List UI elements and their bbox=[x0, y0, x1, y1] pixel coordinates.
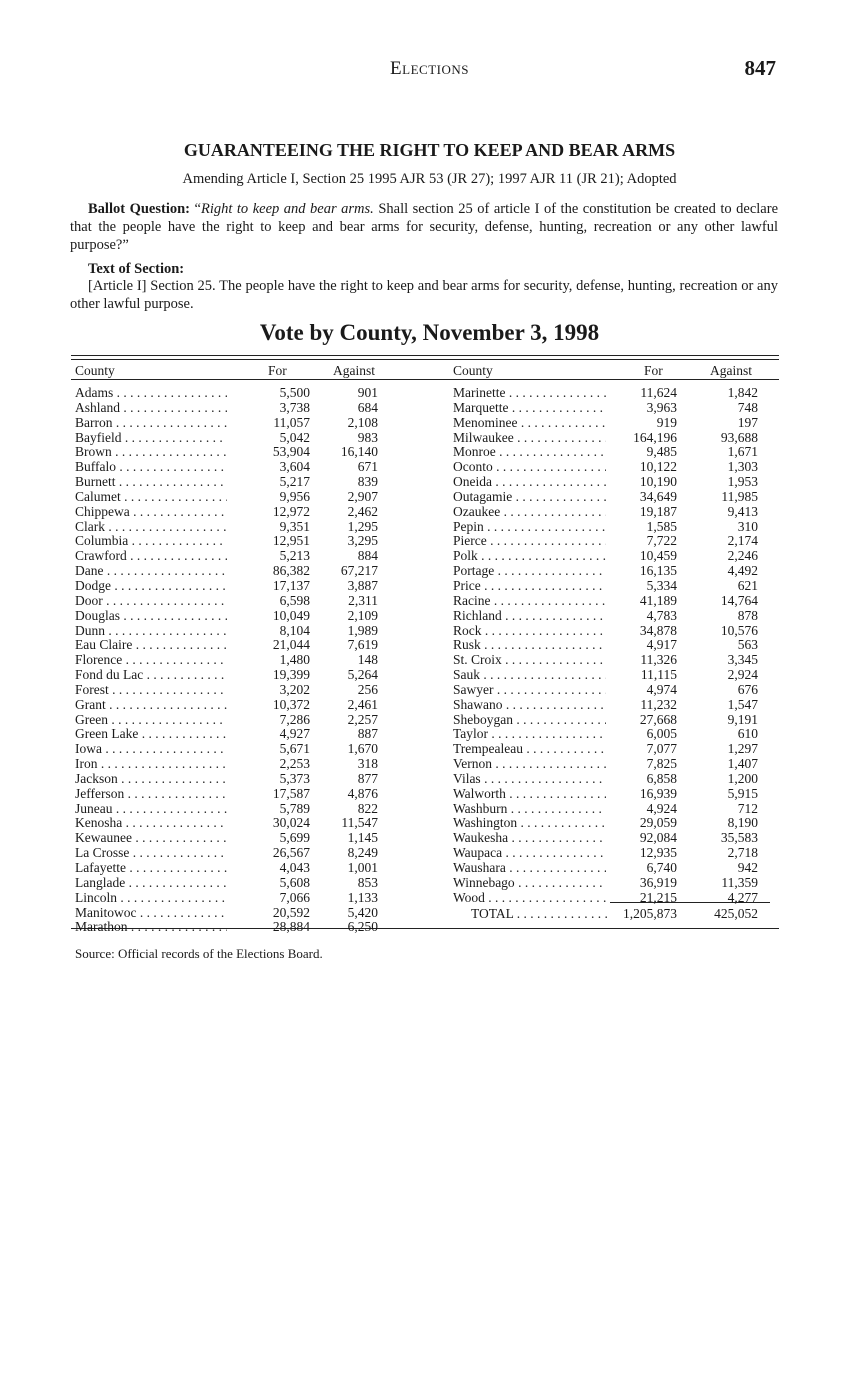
against-value: 822 bbox=[357, 800, 378, 816]
for-value: 4,974 bbox=[646, 681, 677, 697]
for-value: 16,939 bbox=[639, 785, 677, 801]
against-value: 3,345 bbox=[727, 652, 758, 668]
county-name: Lafayette . . . bbox=[75, 861, 227, 876]
county-name: Manitowoc . . . bbox=[75, 906, 227, 921]
county-name: Outagamie . . . bbox=[453, 490, 606, 505]
for-value: 9,485 bbox=[646, 444, 677, 460]
against-value: 7,619 bbox=[347, 637, 378, 653]
for-value: 10,122 bbox=[639, 459, 677, 475]
against-value: 8,249 bbox=[347, 845, 378, 861]
against-value: 2,924 bbox=[727, 667, 758, 683]
against-value: 11,547 bbox=[341, 815, 378, 831]
against-value: 621 bbox=[737, 577, 758, 593]
county-name: St. Croix . . . bbox=[453, 653, 606, 668]
against-value: 6,250 bbox=[347, 919, 378, 935]
against-value: 942 bbox=[737, 860, 758, 875]
county-name: Bayfield . . . bbox=[75, 431, 227, 446]
against-value: 2,109 bbox=[347, 607, 378, 623]
against-value: 1,989 bbox=[347, 622, 378, 638]
for-value: 17,137 bbox=[272, 577, 310, 593]
county-name: Winnebago . . . bbox=[453, 876, 606, 891]
header-for-right: For bbox=[644, 363, 663, 378]
against-value: 1,200 bbox=[727, 770, 758, 786]
ballot-question-text: Shall section 25 of article I of the constitution be created to declare that the people have the right to keep and bear arms for security, defense, hunting, recreation or any other lawful purpose?” bbox=[70, 201, 779, 253]
against-value: 310 bbox=[737, 518, 758, 534]
for-value: 1,585 bbox=[646, 518, 677, 534]
for-value: 26,567 bbox=[272, 845, 310, 861]
county-name: Richland . . . bbox=[453, 609, 606, 624]
for-value: 10,372 bbox=[272, 696, 310, 712]
against-value: 5,264 bbox=[347, 667, 378, 683]
header-county-right: County bbox=[453, 363, 493, 378]
county-name: Green Lake . . . bbox=[75, 727, 227, 742]
for-value: 3,963 bbox=[646, 399, 677, 415]
for-value: 5,500 bbox=[279, 385, 310, 400]
county-name: Ozaukee . . . bbox=[453, 505, 606, 520]
county-name: Burnett . . . bbox=[75, 475, 227, 490]
table-top-rule bbox=[71, 355, 779, 356]
for-value: 10,049 bbox=[272, 607, 310, 623]
against-value: 901 bbox=[357, 385, 378, 400]
county-name: Crawford . . . bbox=[75, 549, 227, 564]
county-name: Jefferson . . . bbox=[75, 787, 227, 802]
for-value: 20,592 bbox=[272, 904, 310, 920]
page-number: 847 bbox=[744, 56, 776, 80]
for-value: 29,059 bbox=[639, 815, 677, 831]
county-name: Dodge . . . bbox=[75, 579, 227, 594]
for-value: 4,927 bbox=[279, 726, 310, 742]
table-top-rule-double bbox=[71, 359, 779, 360]
against-value: 983 bbox=[357, 429, 378, 445]
for-value: 27,668 bbox=[639, 711, 677, 727]
for-value: 28,884 bbox=[272, 919, 310, 935]
county-name: Polk . . . bbox=[453, 549, 606, 564]
ballot-question bbox=[70, 200, 778, 254]
against-value: 148 bbox=[357, 652, 378, 668]
against-value: 2,718 bbox=[727, 845, 758, 861]
for-value: 7,286 bbox=[279, 711, 310, 727]
for-value: 5,699 bbox=[279, 830, 310, 846]
source-note: Source: Official records of the Elections Board. bbox=[75, 946, 323, 961]
for-value: 7,825 bbox=[646, 756, 677, 772]
county-name: Wood . . . bbox=[453, 891, 606, 906]
for-value: 3,604 bbox=[279, 459, 310, 475]
county-name: Ashland . . . bbox=[75, 401, 227, 416]
county-name: Marathon . . . bbox=[75, 920, 227, 935]
for-value: 21,215 bbox=[639, 889, 677, 905]
header-against-left: Against bbox=[333, 363, 375, 378]
for-value: 11,326 bbox=[640, 652, 677, 668]
for-value: 10,459 bbox=[639, 548, 677, 564]
against-value: 11,359 bbox=[721, 874, 758, 890]
county-name: Forest . . . bbox=[75, 683, 227, 698]
county-name: Trempealeau . . . bbox=[453, 742, 606, 757]
county-name: Dane . . . bbox=[75, 564, 227, 579]
against-value: 1,145 bbox=[347, 830, 378, 846]
against-value: 1,842 bbox=[727, 385, 758, 400]
county-name: Price . . . bbox=[453, 579, 606, 594]
against-value: 9,191 bbox=[727, 711, 758, 727]
for-value: 3,738 bbox=[279, 399, 310, 415]
for-value: 53,904 bbox=[272, 444, 310, 460]
county-name: Washburn . . . bbox=[453, 802, 606, 817]
county-name: Portage . . . bbox=[453, 564, 606, 579]
against-value: 1,407 bbox=[727, 756, 758, 772]
against-value: 1,670 bbox=[347, 741, 378, 757]
county-name: Marquette . . . bbox=[453, 401, 606, 416]
county-name: Florence . . . bbox=[75, 653, 227, 668]
for-value: 5,789 bbox=[279, 800, 310, 816]
county-name: Pierce . . . bbox=[453, 534, 606, 549]
county-name: Menominee . . . bbox=[453, 416, 606, 431]
for-value: 36,919 bbox=[639, 874, 677, 890]
for-value: 7,066 bbox=[279, 889, 310, 905]
for-value: 164,196 bbox=[633, 429, 677, 445]
against-value: 16,140 bbox=[340, 444, 378, 460]
for-value: 919 bbox=[656, 414, 677, 430]
against-value: 93,688 bbox=[720, 429, 758, 445]
against-value: 256 bbox=[357, 681, 378, 697]
ballot-quote-open: “ bbox=[194, 201, 201, 217]
for-value: 34,649 bbox=[639, 488, 677, 504]
county-name: Waukesha . . . bbox=[453, 831, 606, 846]
against-value: 884 bbox=[357, 548, 378, 564]
for-value: 9,351 bbox=[279, 518, 310, 534]
county-name: Eau Claire . . . bbox=[75, 638, 227, 653]
county-name: Brown . . . bbox=[75, 445, 227, 460]
against-value: 197 bbox=[737, 414, 758, 430]
against-value: 887 bbox=[357, 726, 378, 742]
for-value: 10,190 bbox=[639, 474, 677, 490]
header-for-left: For bbox=[268, 363, 287, 378]
for-value: 11,115 bbox=[640, 667, 677, 683]
county-name: Racine . . . bbox=[453, 594, 606, 609]
against-value: 11,985 bbox=[721, 488, 758, 504]
for-value: 11,057 bbox=[273, 414, 310, 430]
county-name: Columbia . . . bbox=[75, 534, 227, 549]
for-value: 17,587 bbox=[272, 785, 310, 801]
county-name: Oconto . . . bbox=[453, 460, 606, 475]
against-value: 2,174 bbox=[727, 533, 758, 549]
against-value: 2,311 bbox=[348, 592, 378, 608]
against-value: 2,257 bbox=[347, 711, 378, 727]
for-value: 3,202 bbox=[279, 681, 310, 697]
for-value: 5,373 bbox=[279, 770, 310, 786]
county-name: Monroe . . . bbox=[453, 445, 606, 460]
text-of-section-body: [Article I] Section 25. The people have the right to keep and bear arms for security, defense, hunting, recreation or any other lawful purpose. bbox=[70, 278, 778, 312]
county-name: Douglas . . . bbox=[75, 609, 227, 624]
against-value: 676 bbox=[737, 681, 758, 697]
county-name: Iowa . . . bbox=[75, 742, 227, 757]
county-name: Dunn . . . bbox=[75, 624, 227, 639]
against-value: 1,547 bbox=[727, 696, 758, 712]
for-value: 6,740 bbox=[646, 860, 677, 875]
for-value: 30,024 bbox=[272, 815, 310, 831]
text-of-section-label: Text of Section: bbox=[88, 261, 185, 277]
for-value: 19,187 bbox=[639, 503, 677, 519]
county-name: Langlade . . . bbox=[75, 876, 227, 891]
against-value: 684 bbox=[357, 399, 378, 415]
county-name: Green . . . bbox=[75, 713, 227, 728]
county-name: Kenosha . . . bbox=[75, 816, 227, 831]
against-value: 3,887 bbox=[347, 577, 378, 593]
against-value: 1,671 bbox=[727, 444, 758, 460]
for-value: 4,043 bbox=[279, 860, 310, 875]
for-value: 7,722 bbox=[646, 533, 677, 549]
county-name: Lincoln . . . bbox=[75, 891, 227, 906]
for-value: 6,005 bbox=[646, 726, 677, 742]
for-value: 1,480 bbox=[279, 652, 310, 668]
for-value: 5,213 bbox=[279, 548, 310, 564]
county-name: Vilas . . . bbox=[453, 772, 606, 787]
county-name: La Crosse . . . bbox=[75, 846, 227, 861]
county-name: Adams . . . bbox=[75, 386, 227, 401]
against-value: 610 bbox=[737, 726, 758, 742]
against-value: 671 bbox=[357, 459, 378, 475]
against-value: 2,461 bbox=[347, 696, 378, 712]
against-value: 5,915 bbox=[727, 785, 758, 801]
for-value: 16,135 bbox=[639, 563, 677, 579]
for-value: 5,042 bbox=[279, 429, 310, 445]
for-value: 6,598 bbox=[279, 592, 310, 608]
against-value: 1,303 bbox=[727, 459, 758, 475]
section-title: GUARANTEEING THE RIGHT TO KEEP AND BEAR ARMS bbox=[183, 140, 676, 160]
for-value: 12,972 bbox=[272, 503, 310, 519]
running-head: Elections bbox=[390, 58, 469, 79]
against-value: 35,583 bbox=[720, 830, 758, 846]
against-value: 1,297 bbox=[727, 741, 758, 757]
against-value: 1,001 bbox=[347, 860, 378, 875]
county-name: Door . . . bbox=[75, 594, 227, 609]
against-value: 4,277 bbox=[727, 889, 758, 905]
for-value: 5,671 bbox=[279, 741, 310, 757]
ballot-question-label: Ballot Question: bbox=[88, 201, 190, 217]
against-value: 877 bbox=[357, 770, 378, 786]
for-value: 86,382 bbox=[272, 563, 310, 579]
against-value: 563 bbox=[737, 637, 758, 653]
county-name: Milwaukee . . . bbox=[453, 431, 606, 446]
county-name: Kewaunee . . . bbox=[75, 831, 227, 846]
for-value: 5,334 bbox=[646, 577, 677, 593]
for-value: 19,399 bbox=[272, 667, 310, 683]
table-header-rule bbox=[71, 379, 779, 380]
county-name: Iron . . . bbox=[75, 757, 227, 772]
against-value: 1,133 bbox=[347, 889, 378, 905]
county-name: Sawyer . . . bbox=[453, 683, 606, 698]
header-county-left: County bbox=[75, 363, 115, 378]
against-value: 3,295 bbox=[347, 533, 378, 549]
for-value: 6,858 bbox=[646, 770, 677, 786]
against-value: 1,295 bbox=[347, 518, 378, 534]
for-value: 11,232 bbox=[640, 696, 677, 712]
county-name: Oneida . . . bbox=[453, 475, 606, 490]
subtitle: Amending Article I, Section 25 1995 AJR 53 (JR 27); 1997 AJR 11 (JR 21); Adopted bbox=[182, 171, 677, 187]
for-value: 12,935 bbox=[639, 845, 677, 861]
for-value: 5,608 bbox=[279, 874, 310, 890]
county-name: Washington . . . bbox=[453, 816, 606, 831]
ballot-question-italic: Right to keep and bear arms. bbox=[200, 201, 374, 217]
against-value: 2,246 bbox=[727, 548, 758, 564]
county-name: Juneau . . . bbox=[75, 802, 227, 817]
county-name: Vernon . . . bbox=[453, 757, 606, 772]
for-value: 4,924 bbox=[646, 800, 677, 816]
total-label: TOTAL . . . bbox=[471, 906, 609, 921]
county-name: Barron . . . bbox=[75, 416, 227, 431]
for-value: 11,624 bbox=[640, 385, 677, 400]
against-value: 4,492 bbox=[727, 563, 758, 579]
against-value: 2,907 bbox=[347, 488, 378, 504]
county-name: Marinette . . . bbox=[453, 386, 606, 401]
for-value: 92,084 bbox=[639, 830, 677, 846]
against-value: 2,108 bbox=[347, 414, 378, 430]
against-value: 853 bbox=[357, 874, 378, 890]
against-value: 9,413 bbox=[727, 503, 758, 519]
county-name: Waushara . . . bbox=[453, 861, 606, 876]
against-value: 8,190 bbox=[727, 815, 758, 831]
county-name: Sauk . . . bbox=[453, 668, 606, 683]
header-against-right: Against bbox=[710, 363, 752, 378]
for-value: 34,878 bbox=[639, 622, 677, 638]
total-against: 425,052 bbox=[714, 906, 758, 921]
for-value: 21,044 bbox=[272, 637, 310, 653]
county-name: Clark . . . bbox=[75, 520, 227, 535]
against-value: 10,576 bbox=[720, 622, 758, 638]
for-value: 4,917 bbox=[646, 637, 677, 653]
against-value: 14,764 bbox=[720, 592, 758, 608]
for-value: 7,077 bbox=[646, 741, 677, 757]
county-name: Chippewa . . . bbox=[75, 505, 227, 520]
for-value: 5,217 bbox=[279, 474, 310, 490]
county-name: Calumet . . . bbox=[75, 490, 227, 505]
for-value: 9,956 bbox=[279, 488, 310, 504]
for-value: 8,104 bbox=[279, 622, 310, 638]
for-value: 2,253 bbox=[279, 756, 310, 772]
county-name: Sheboygan . . . bbox=[453, 713, 606, 728]
county-name: Pepin . . . bbox=[453, 520, 606, 535]
against-value: 67,217 bbox=[340, 563, 378, 579]
total-for: 1,205,873 bbox=[623, 906, 677, 921]
for-value: 12,951 bbox=[272, 533, 310, 549]
against-value: 4,876 bbox=[347, 785, 378, 801]
county-name: Grant . . . bbox=[75, 698, 227, 713]
county-name: Waupaca . . . bbox=[453, 846, 606, 861]
county-name: Taylor . . . bbox=[453, 727, 606, 742]
county-name: Rusk . . . bbox=[453, 638, 606, 653]
county-name: Jackson . . . bbox=[75, 772, 227, 787]
table-title: Vote by County, November 3, 1998 bbox=[259, 320, 600, 345]
against-value: 2,462 bbox=[347, 503, 378, 519]
against-value: 5,420 bbox=[347, 904, 378, 920]
county-name: Walworth . . . bbox=[453, 787, 606, 802]
total-rule bbox=[610, 902, 770, 903]
against-value: 712 bbox=[737, 800, 758, 816]
against-value: 878 bbox=[737, 607, 758, 623]
county-name: Buffalo . . . bbox=[75, 460, 227, 475]
for-value: 41,189 bbox=[639, 592, 677, 608]
against-value: 748 bbox=[737, 399, 758, 415]
county-name: Rock . . . bbox=[453, 624, 606, 639]
county-name: Fond du Lac . . . bbox=[75, 668, 227, 683]
total-row bbox=[453, 906, 771, 921]
against-value: 1,953 bbox=[727, 474, 758, 490]
against-value: 318 bbox=[357, 756, 378, 772]
for-value: 4,783 bbox=[646, 607, 677, 623]
county-name: Shawano . . . bbox=[453, 698, 606, 713]
against-value: 839 bbox=[357, 474, 378, 490]
